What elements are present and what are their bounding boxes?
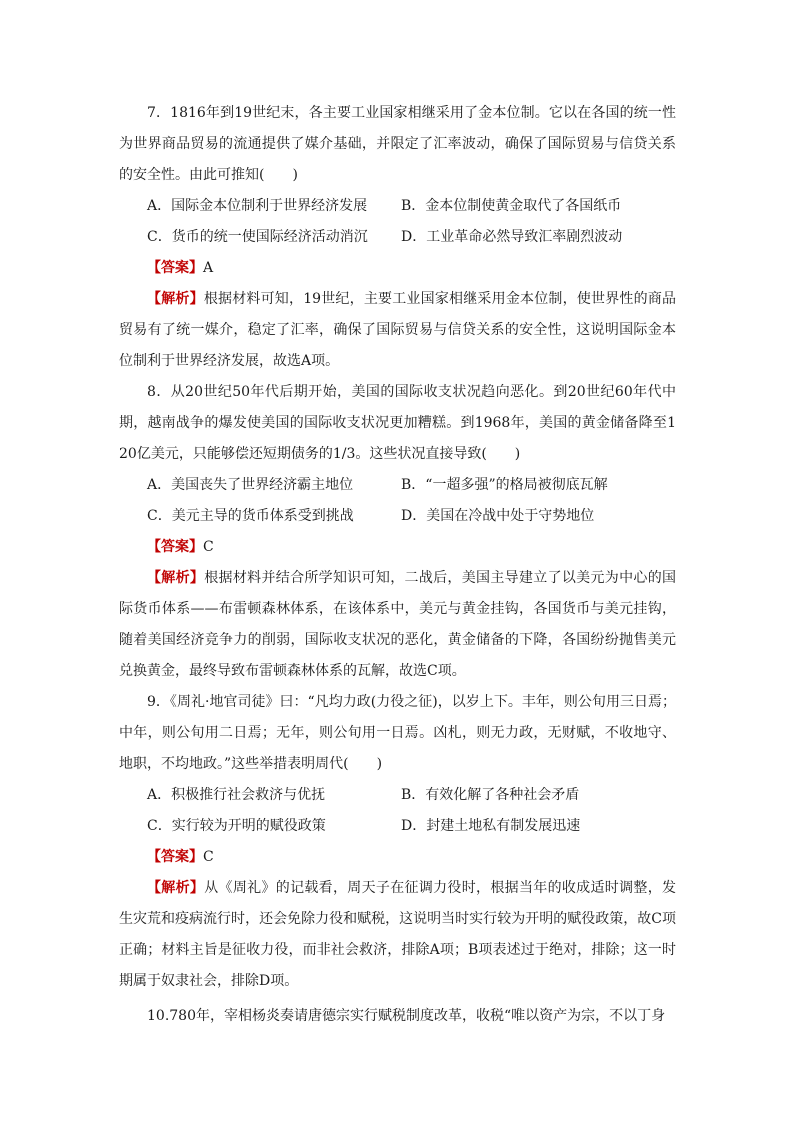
analysis-text: 从《周礼》的记载看，周天子在征调力役时，根据当年的收成适时调整，发生灾荒和疫病流行时，还会免除力役和赋税，这说明当时实行较为开明的赋役政策，故C项正确；材料主旨是征收力役，而非社会救济，排除A项；B项表述过于绝对，排除；这一时期属于奴隶社会，排除D项。 — [119, 880, 677, 989]
answer-tag: 【答案】 — [147, 260, 203, 276]
question-7-option-b: B．金本位制使黄金取代了各国纸币 — [401, 198, 622, 214]
question-9-option-b: B．有效化解了各种社会矛盾 — [401, 787, 580, 803]
question-7-options — [119, 191, 676, 253]
question-8-option-c: C．美元主导的货币体系受到挑战 — [147, 508, 354, 524]
answer-tag: 【答案】 — [147, 849, 203, 865]
answer-value: C — [203, 539, 214, 555]
question-8-stem: 8．从20世纪50年代后期开始，美国的国际收支状况趋向恶化。到20世纪60年代中期，越南战争的爆发使美国的国际收支状况更加糟糕。到1968年，美国的黄金储备降至120亿美元，只能够偿还短期债务的1/3。这些状况直接导致( ) — [119, 384, 676, 462]
question-8-analysis — [119, 563, 676, 687]
question-9-stem: 9．《周礼·地官司徒》曰：“凡均力政(力役之征)，以岁上下。丰年，则公旬用三日焉；中年，则公旬用二日焉；无年，则公旬用一日焉。凶札，则无力政，无财赋，不收地守、地职，不均地政。”这些举措表明周代( ) — [119, 694, 676, 772]
question-8-options — [119, 470, 676, 532]
question-9 — [119, 687, 676, 997]
question-9-option-a: A．积极推行社会救济与优抚 — [147, 787, 326, 803]
question-9-option-d: D．封建土地私有制发展迅速 — [401, 818, 581, 834]
question-8-option-a: A．美国丧失了世界经济霸主地位 — [147, 477, 354, 493]
question-9-answer — [119, 842, 676, 873]
analysis-tag: 【解析】 — [147, 570, 205, 586]
analysis-text: 根据材料并结合所学知识可知，二战后，美国主导建立了以美元为中心的国际货币体系——布雷顿森林体系，在该体系中，美元与黄金挂钩，各国货币与美元挂钩，随着美国经济竞争力的削弱，国际收支状况的恶化，黄金储备的下降，各国纷纷抛售美元兑换黄金，最终导致布雷顿森林体系的瓦解，故选C项。 — [119, 570, 677, 679]
answer-value: C — [203, 849, 214, 865]
question-7 — [119, 98, 676, 377]
question-7-option-c: C．货币的统一使国际经济活动消沉 — [147, 229, 368, 245]
answer-value: A — [203, 260, 214, 276]
analysis-text: 根据材料可知，19世纪，主要工业国家相继采用金本位制，使世界性的商品贸易有了统一媒介，稳定了汇率，确保了国际贸易与信贷关系的安全性，这说明国际金本位制利于世界经济发展，故选A项。 — [119, 291, 677, 369]
question-9-option-c: C．实行较为开明的赋役政策 — [147, 818, 326, 834]
question-8-option-b: B．“一超多强”的格局被彻底瓦解 — [401, 477, 608, 493]
question-9-analysis — [119, 873, 676, 997]
document-body — [119, 98, 676, 1032]
question-9-options — [119, 780, 676, 842]
question-10 — [119, 1001, 676, 1032]
question-8-option-d: D．美国在冷战中处于守势地位 — [401, 508, 595, 524]
question-8 — [119, 377, 676, 687]
question-7-option-d: D．工业革命必然导致汇率剧烈波动 — [401, 229, 623, 245]
analysis-tag: 【解析】 — [147, 880, 205, 896]
question-7-stem: 7．1816年到19世纪末，各主要工业国家相继采用了金本位制。它以在各国的统一性为世界商品贸易的流通提供了媒介基础，并限定了汇率波动，确保了国际贸易与信贷关系的安全性。由此可推知( ) — [119, 105, 676, 183]
answer-tag: 【答案】 — [147, 539, 203, 555]
question-7-answer — [119, 253, 676, 284]
analysis-tag: 【解析】 — [147, 291, 204, 307]
question-8-answer — [119, 532, 676, 563]
question-10-stem: 10.780年，宰相杨炎奏请唐德宗实行赋税制度改革，收税“唯以资产为宗，不以丁身 — [147, 1008, 666, 1024]
question-7-analysis — [119, 284, 676, 377]
question-7-option-a: A．国际金本位制利于世界经济发展 — [147, 198, 368, 214]
